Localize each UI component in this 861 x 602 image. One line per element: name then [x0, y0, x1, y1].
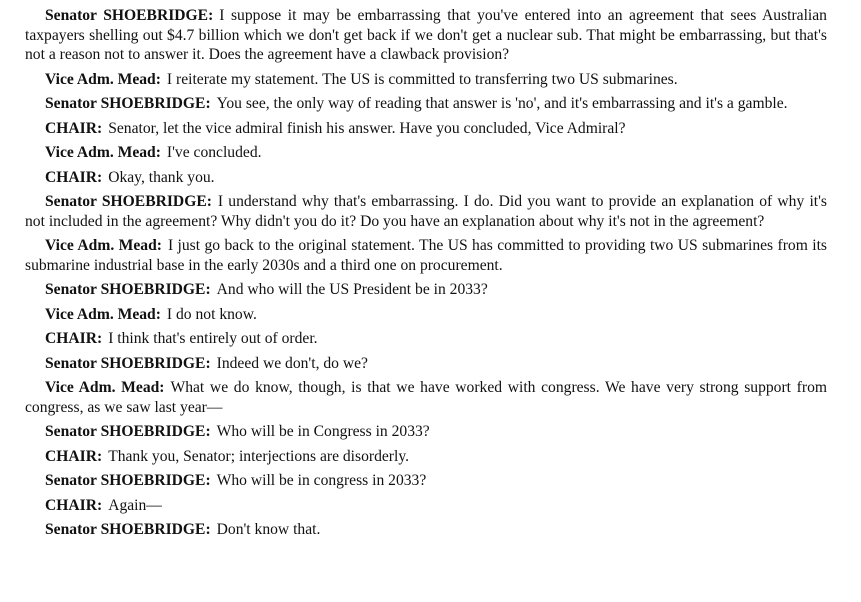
speech-text: Senator, let the vice admiral finish his answer. Have you concluded, Vice Admiral? [108, 119, 626, 137]
speaker-name: CHAIR: [45, 447, 103, 465]
transcript-paragraph [25, 354, 827, 374]
transcript-paragraph [25, 422, 827, 442]
speech-text: Thank you, Senator; interjections are disorderly. [108, 447, 409, 465]
speech-text: I do not know. [166, 305, 257, 323]
speech-text: You see, the only way of reading that answer is 'no', and it's embarrassing and it's a gamble. [216, 95, 788, 112]
transcript-paragraph [25, 520, 827, 540]
speech-text: Okay, thank you. [108, 168, 215, 186]
speech-text: And who will the US President be in 2033? [216, 281, 488, 298]
speaker-name: Vice Adm. Mead: [45, 237, 162, 254]
speaker-name: Senator SHOEBRIDGE: [45, 95, 211, 112]
transcript-paragraph [25, 447, 827, 467]
transcript-paragraph [25, 471, 827, 491]
speaker-name: Vice Adm. Mead: [45, 305, 161, 323]
speaker-name: Senator SHOEBRIDGE: [45, 521, 211, 538]
speaker-name: Senator SHOEBRIDGE: [45, 423, 211, 440]
speech-text: Indeed we don't, do we? [216, 354, 368, 372]
speaker-name: Senator SHOEBRIDGE: [45, 7, 214, 24]
transcript-paragraph [25, 496, 827, 516]
speech-text: I reiterate my statement. The US is committed to transferring two US submarines. [166, 70, 678, 88]
speech-text: Who will be in congress in 2033? [216, 472, 427, 489]
speaker-name: CHAIR: [45, 330, 103, 347]
speech-text: I've concluded. [166, 144, 262, 161]
speech-text: I just go back to the original statement. The US has committed to providing two US submarines from its submarine industrial base in the early 2030s and a third one on procurement. [25, 237, 827, 274]
transcript-paragraph [25, 192, 827, 231]
speaker-name: CHAIR: [45, 119, 103, 137]
speech-text: I understand why that's embarrassing. I do. Did you want to provide an explanation of why it's not included in the agreement? Why didn't you do it? Do you have an explanation about why it's not in the agreement? [25, 193, 827, 230]
transcript-paragraph [25, 236, 827, 275]
speech-text: What we do know, though, is that we have worked with congress. We have very strong support from congress, as we saw last year— [25, 379, 827, 416]
speech-text: I think that's entirely out of order. [108, 330, 318, 347]
speaker-name: CHAIR: [45, 496, 103, 514]
transcript-paragraph [25, 378, 827, 417]
speaker-name: Senator SHOEBRIDGE: [45, 193, 212, 210]
speech-text: Again— [108, 496, 162, 514]
speaker-name: Vice Adm. Mead: [45, 70, 161, 88]
transcript-paragraph [25, 6, 827, 65]
speaker-name: Senator SHOEBRIDGE: [45, 354, 211, 372]
speaker-name: CHAIR: [45, 168, 103, 186]
transcript-paragraph [25, 143, 827, 163]
speech-text: Who will be in Congress in 2033? [216, 423, 430, 440]
speaker-name: Senator SHOEBRIDGE: [45, 472, 211, 489]
speech-text: Don't know that. [216, 521, 321, 538]
speaker-name: Vice Adm. Mead: [45, 379, 165, 396]
transcript-paragraph [25, 168, 827, 188]
speaker-name: Vice Adm. Mead: [45, 144, 161, 161]
transcript-paragraph [25, 280, 827, 300]
transcript-paragraph [25, 329, 827, 349]
speaker-name: Senator SHOEBRIDGE: [45, 281, 211, 298]
transcript-paragraph [25, 94, 827, 114]
transcript-paragraph [25, 119, 827, 139]
transcript-paragraph [25, 70, 827, 90]
transcript-paragraph [25, 305, 827, 325]
speech-text: I suppose it may be embarrassing that you've entered into an agreement that sees Australian taxpayers shelling out $4.7 billion which we don't get back if we don't get a nuclear sub. That might be embarrassing, but that's not a reason not to answer it. Does the agreement have a clawback provision? [25, 7, 827, 63]
